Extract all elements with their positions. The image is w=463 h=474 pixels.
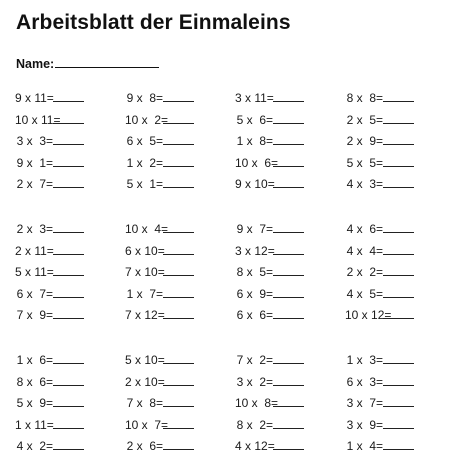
- problem-item: [125, 264, 194, 280]
- answer-blank[interactable]: [53, 395, 84, 407]
- problem-item: [235, 352, 304, 368]
- answer-blank[interactable]: [53, 155, 84, 167]
- problem-equation: 2 x 5=: [346, 112, 383, 127]
- problem-item: [125, 438, 194, 454]
- problem-equation: 9 x 7=: [236, 222, 273, 236]
- problem-item: [235, 395, 304, 411]
- problem-item: [15, 176, 84, 192]
- problem-item: [15, 286, 84, 302]
- problem-equation: 6 x 9=: [236, 286, 273, 301]
- problem-item: [15, 395, 84, 411]
- answer-blank[interactable]: [383, 221, 414, 233]
- answer-blank[interactable]: [273, 112, 304, 124]
- problem-item: [125, 176, 194, 192]
- problem-equation: 1 x 8=: [236, 134, 273, 149]
- problem-equation: 8 x 8=: [346, 91, 383, 105]
- problem-item: [15, 155, 84, 171]
- problem-item: [125, 221, 194, 237]
- problem-equation: 7 x 9=: [16, 308, 53, 323]
- problem-item: [345, 307, 414, 323]
- answer-blank[interactable]: [163, 286, 194, 298]
- answer-blank[interactable]: [163, 395, 194, 407]
- answer-blank[interactable]: [53, 90, 84, 102]
- problem-equation: 2 x 2=: [346, 265, 383, 280]
- problem-item: [235, 243, 304, 259]
- problem-equation: 3 x 2=: [236, 374, 273, 389]
- problem-equation: 2 x 7=: [16, 177, 53, 192]
- problem-item: [345, 221, 414, 237]
- answer-blank[interactable]: [53, 286, 84, 298]
- problem-item: [15, 112, 84, 128]
- problem-item: [15, 133, 84, 149]
- problem-equation: 4 x 2=: [16, 439, 53, 454]
- answer-blank[interactable]: [383, 176, 414, 188]
- problem-item: [15, 221, 84, 237]
- answer-blank[interactable]: [383, 395, 414, 407]
- problem-equation: 3 x 12=: [235, 243, 275, 258]
- answer-blank[interactable]: [273, 438, 304, 450]
- answer-blank[interactable]: [273, 417, 304, 429]
- answer-blank[interactable]: [163, 155, 194, 167]
- problem-equation: 4 x 5=: [346, 286, 383, 301]
- problem-item: [235, 264, 304, 280]
- problem-equation: 10 x 7=: [125, 417, 169, 432]
- problem-equation: 2 x 3=: [16, 222, 53, 236]
- problem-equation: 6 x 3=: [346, 374, 383, 389]
- problem-item: [345, 438, 414, 454]
- answer-blank[interactable]: [163, 90, 194, 102]
- problem-item: [235, 286, 304, 302]
- problem-equation: 5 x 10=: [125, 353, 165, 367]
- problem-equation: 4 x 12=: [235, 439, 275, 454]
- problem-item: [125, 307, 194, 323]
- answer-blank[interactable]: [383, 374, 414, 386]
- problem-item: [235, 221, 304, 237]
- problem-item: [125, 352, 194, 368]
- problem-equation: 8 x 5=: [236, 265, 273, 280]
- answer-blank[interactable]: [163, 374, 194, 386]
- problem-item: [15, 90, 84, 106]
- problem-item: [125, 417, 194, 433]
- problem-equation: 1 x 6=: [16, 353, 53, 367]
- problem-item: [345, 112, 414, 128]
- answer-blank[interactable]: [53, 176, 84, 188]
- answer-blank[interactable]: [383, 438, 414, 450]
- problem-item: [235, 438, 304, 454]
- problem-item: [345, 264, 414, 280]
- problem-item: [15, 352, 84, 368]
- problem-equation: 9 x 10=: [235, 177, 275, 192]
- problem-equation: 10 x 6=: [235, 155, 279, 170]
- problem-equation: 4 x 4=: [346, 243, 383, 258]
- problem-equation: 10 x 2=: [125, 112, 169, 127]
- answer-blank[interactable]: [273, 221, 304, 233]
- answer-blank[interactable]: [383, 352, 414, 364]
- answer-blank[interactable]: [53, 438, 84, 450]
- problem-item: [345, 395, 414, 411]
- problem-item: [125, 133, 194, 149]
- problem-item: [345, 417, 414, 433]
- answer-blank[interactable]: [273, 90, 304, 102]
- answer-blank[interactable]: [163, 221, 194, 233]
- problem-equation: 9 x 8=: [126, 91, 163, 105]
- problem-item: [235, 176, 304, 192]
- answer-blank[interactable]: [383, 155, 414, 167]
- problem-equation: 6 x 5=: [126, 134, 163, 149]
- worksheet-title: Arbeitsblatt der Einmaleins: [16, 11, 291, 34]
- problem-equation: 5 x 5=: [346, 155, 383, 170]
- answer-blank[interactable]: [273, 395, 304, 407]
- problem-equation: 7 x 8=: [126, 396, 163, 411]
- problem-equation: 2 x 9=: [346, 134, 383, 149]
- problem-equation: 5 x 6=: [236, 112, 273, 127]
- problem-equation: 10 x 4=: [125, 222, 169, 236]
- problem-equation: 5 x 1=: [126, 177, 163, 192]
- problem-item: [15, 307, 84, 323]
- problem-item: [125, 155, 194, 171]
- answer-blank[interactable]: [53, 307, 84, 319]
- problem-equation: 2 x 11=: [15, 243, 54, 258]
- problem-equation: 3 x 9=: [346, 417, 383, 432]
- problem-equation: 6 x 6=: [236, 308, 273, 323]
- answer-blank[interactable]: [53, 352, 84, 364]
- problem-item: [15, 417, 84, 433]
- answer-blank[interactable]: [53, 221, 84, 233]
- answer-blank[interactable]: [163, 352, 194, 364]
- answer-blank[interactable]: [383, 264, 414, 276]
- problem-item: [345, 352, 414, 368]
- answer-blank[interactable]: [273, 307, 304, 319]
- problem-equation: 5 x 9=: [16, 396, 53, 411]
- answer-blank[interactable]: [163, 264, 194, 276]
- answer-blank[interactable]: [273, 176, 304, 188]
- problem-item: [15, 243, 84, 259]
- answer-blank[interactable]: [163, 133, 194, 145]
- problem-item: [345, 374, 414, 390]
- problem-item: [345, 243, 414, 259]
- problem-equation: 2 x 10=: [125, 374, 165, 389]
- problem-equation: 9 x 1=: [16, 155, 53, 170]
- answer-blank[interactable]: [273, 264, 304, 276]
- problem-item: [125, 243, 194, 259]
- problem-item: [235, 112, 304, 128]
- problem-equation: 1 x 4=: [346, 439, 383, 454]
- answer-blank[interactable]: [53, 374, 84, 386]
- problem-item: [235, 155, 304, 171]
- answer-blank[interactable]: [53, 133, 84, 145]
- answer-blank[interactable]: [383, 417, 414, 429]
- answer-blank[interactable]: [383, 112, 414, 124]
- problem-equation: 7 x 10=: [125, 265, 165, 280]
- problem-equation: 7 x 2=: [236, 353, 273, 367]
- problem-item: [125, 112, 194, 128]
- problem-item: [235, 374, 304, 390]
- answer-blank[interactable]: [53, 243, 84, 255]
- answer-blank[interactable]: [163, 438, 194, 450]
- answer-blank[interactable]: [163, 307, 194, 319]
- problem-item: [15, 264, 84, 280]
- problem-equation: 6 x 10=: [125, 243, 165, 258]
- problem-equation: 8 x 2=: [236, 417, 273, 432]
- answer-blank[interactable]: [53, 112, 84, 124]
- problem-item: [125, 395, 194, 411]
- problem-item: [235, 133, 304, 149]
- problem-equation: 10 x 12=: [345, 308, 392, 323]
- problem-equation: 8 x 6=: [16, 374, 53, 389]
- answer-blank[interactable]: [163, 112, 194, 124]
- problem-equation: 3 x 3=: [16, 134, 53, 149]
- problem-equation: 10 x 11=: [15, 112, 61, 127]
- problem-item: [345, 133, 414, 149]
- answer-blank[interactable]: [273, 243, 304, 255]
- answer-blank[interactable]: [383, 133, 414, 145]
- problem-equation: 4 x 6=: [346, 222, 383, 236]
- problem-equation: 7 x 12=: [125, 308, 165, 323]
- problem-item: [125, 286, 194, 302]
- problem-item: [15, 374, 84, 390]
- answer-blank[interactable]: [383, 307, 414, 319]
- problem-equation: 1 x 7=: [126, 286, 163, 301]
- answer-blank[interactable]: [273, 133, 304, 145]
- problem-equation: 3 x 11=: [235, 91, 274, 105]
- problem-equation: 6 x 7=: [16, 286, 53, 301]
- answer-blank[interactable]: [273, 352, 304, 364]
- answer-blank[interactable]: [163, 243, 194, 255]
- answer-blank[interactable]: [383, 90, 414, 102]
- answer-blank[interactable]: [383, 243, 414, 255]
- answer-blank[interactable]: [383, 286, 414, 298]
- problem-item: [235, 417, 304, 433]
- answer-blank[interactable]: [273, 286, 304, 298]
- problem-equation: 5 x 11=: [15, 265, 54, 280]
- problem-item: [345, 155, 414, 171]
- problem-item: [235, 307, 304, 323]
- problem-item: [125, 374, 194, 390]
- problem-item: [235, 90, 304, 106]
- answer-blank[interactable]: [163, 417, 194, 429]
- problem-item: [345, 286, 414, 302]
- answer-blank[interactable]: [53, 264, 84, 276]
- problem-item: [345, 90, 414, 106]
- problem-equation: 1 x 11=: [15, 417, 54, 432]
- problem-item: [125, 90, 194, 106]
- problem-item: [15, 438, 84, 454]
- problem-equation: 2 x 6=: [126, 439, 163, 454]
- problem-equation: 9 x 11=: [15, 91, 54, 105]
- answer-blank[interactable]: [273, 155, 304, 167]
- answer-blank[interactable]: [53, 417, 84, 429]
- answer-blank[interactable]: [273, 374, 304, 386]
- problem-equation: 10 x 8=: [235, 396, 279, 411]
- problem-equation: 3 x 7=: [346, 396, 383, 411]
- problem-equation: 1 x 3=: [346, 353, 383, 367]
- answer-blank[interactable]: [163, 176, 194, 188]
- problem-equation: 1 x 2=: [126, 155, 163, 170]
- name-label: Name:: [16, 57, 55, 71]
- problem-equation: 4 x 3=: [346, 177, 383, 192]
- problem-item: [345, 176, 414, 192]
